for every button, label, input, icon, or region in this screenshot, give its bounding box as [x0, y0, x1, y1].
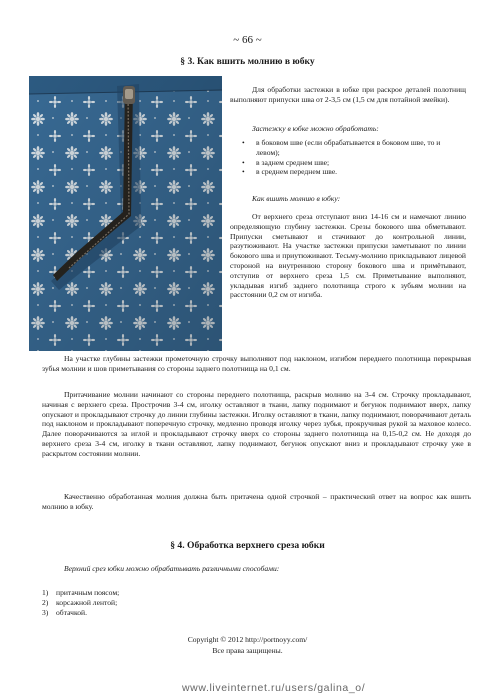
copyright-footer — [0, 634, 495, 656]
options-list-item: • в заднем среднем шве; — [238, 158, 466, 168]
methods-list-item: 1) притачным поясом; — [42, 588, 120, 597]
section-3-para-1: От верхнего среза отступают вниз 14-16 см и намечают линию определяющую глубину застежки. Срезы бокового шва обметывают. Припуски сметывают и стачивают до контрольной линии, разутюживают. На участке застежки припуски заметывают по линии бокового шва и приутюживают. Тесьму-молнию прикладывают лицевой стороной на внутреннюю сторону бокового шва и примётывают, отступив от верхнего среза 1,5 см. Приметывание выполняют, укладывая изгиб заднего полотнища строго к зубьям молнии на расстоянии 0,2 см от изгиба. — [230, 212, 466, 300]
section-3-para-4: Качественно обработанная молния должна быть притачена одной строчкой – практический ответ на вопрос как вшить молнию в юбку. — [42, 492, 471, 511]
methods-list-item: 3) обтачкой. — [42, 607, 88, 617]
section-3-para-3: Притачивание молнии начинают со стороны переднего полотнища, раскрыв молнию на 3-4 см. Строчку прокладывают, начиная с верхнего среза. Прострочив 3-4 см, иголку оставляют в ткани, лапку поднимают и бегунок поднимают вверх, лапку опускают и прокладывают строчку до линии глубины застежки. Иголку оставляют в ткани, лапку поднимают, поворачивают деталь под наклоном и прокладывают поперечную строчку, медленно проводя иголку через зубья, прокручивая рукой за маховое колесо. Далее поворачиваются за иглой и прокладывают строчку вверх со стороны заднего полотнища на 0,15-0,2 см. Не доходя до верхнего среза 3-4 см, иголку в ткани оставляют, лапку поднимают, бегунок опускают вниз и прокладывают строчку уже в раскрытом состоянии молнии. — [42, 390, 471, 458]
section-4-intro: Верхний срез юбки можно обрабатывать различными способами: — [64, 564, 280, 573]
section-3-heading: § 3. Как вшить молнию в юбку — [180, 56, 315, 67]
watermark-url: www.liveinternet.ru/users/galina_o/ — [182, 682, 366, 694]
howto-heading: Как вшить молнию в юбку: — [252, 194, 341, 203]
copyright-text: Copyright © 2012 http://portnoyy.com/ — [187, 635, 308, 644]
options-list-item: • в боковом шве (если обрабатывается в боковом шве, то и левом); — [238, 138, 466, 158]
page-number: ~ 66 ~ — [233, 34, 262, 46]
methods-list — [42, 588, 342, 617]
rights-text: Все права защищены. — [212, 646, 283, 655]
skirt-zipper-photo — [29, 76, 222, 351]
section-4-heading: § 4. Обработка верхнего среза юбки — [170, 540, 325, 551]
options-list — [238, 138, 466, 177]
section-3-intro: Для обработки застежки в юбке при раскрое деталей полотнищ выполняют припуски шва от 2-3,5 см (1,5 см для потайной змейки). — [230, 85, 466, 104]
options-list-item: • в среднем переднем шве. — [238, 167, 466, 177]
methods-list-item: 2) корсажной лентой; — [42, 597, 118, 607]
section-3-para-2: На участке глубины застежки прометочную строчку выполняют под наклоном, изгибом переднего полотнища перекрывая зубья молнии и шов приметывания со стороны заднего полотнища на 0,1 см. — [42, 354, 471, 373]
options-heading: Застежку в юбке можно обработать: — [252, 124, 379, 133]
